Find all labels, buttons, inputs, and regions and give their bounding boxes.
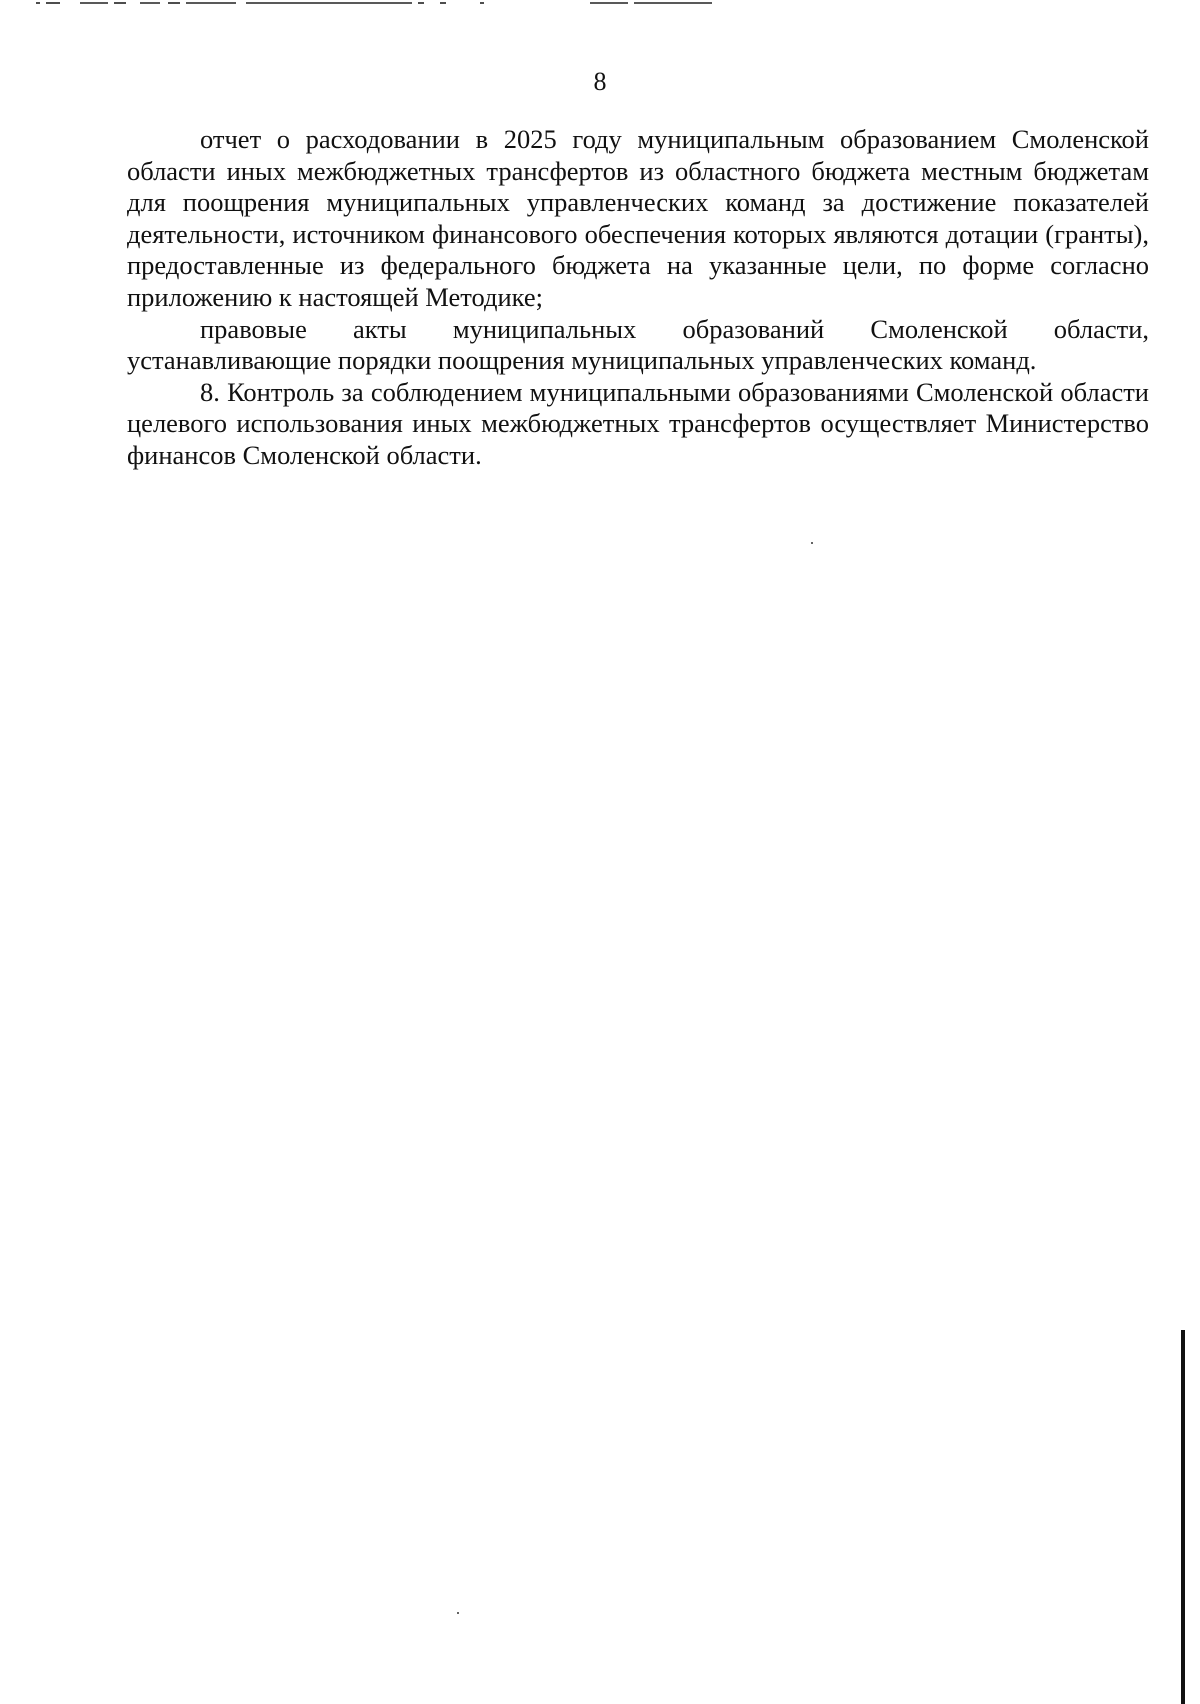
scan-artifact-top-edge xyxy=(0,0,1200,8)
scan-artifact-right-edge xyxy=(1181,1330,1185,1704)
scan-speck xyxy=(457,1612,459,1614)
document-body xyxy=(127,124,1149,472)
paragraph-control: 8. Контроль за соблюдением муниципальными образованиями Смоленской области целевого использования иных межбюджетных трансфертов осуществляет Министерство финансов Смоленской области. xyxy=(127,376,1149,470)
page-number: 8 xyxy=(593,67,607,96)
paragraph-legal-acts: правовые акты муниципальных образований Смоленской области, устанавливающие порядки поощрения муниципальных управленческих команд. xyxy=(127,313,1149,376)
paragraph-report: отчет о расходовании в 2025 году муниципальным образованием Смоленской области иных межбюджетных трансфертов из областного бюджета местным бюджетам для поощрения муниципальных управленческих команд за достижение показателей деятельности, источником финансового обеспечения которых являются дотации (гранты), предоставленные из федерального бюджета на указанные цели, по форме согласно приложению к настоящей Методике; xyxy=(127,124,1149,312)
scan-speck xyxy=(811,542,813,544)
